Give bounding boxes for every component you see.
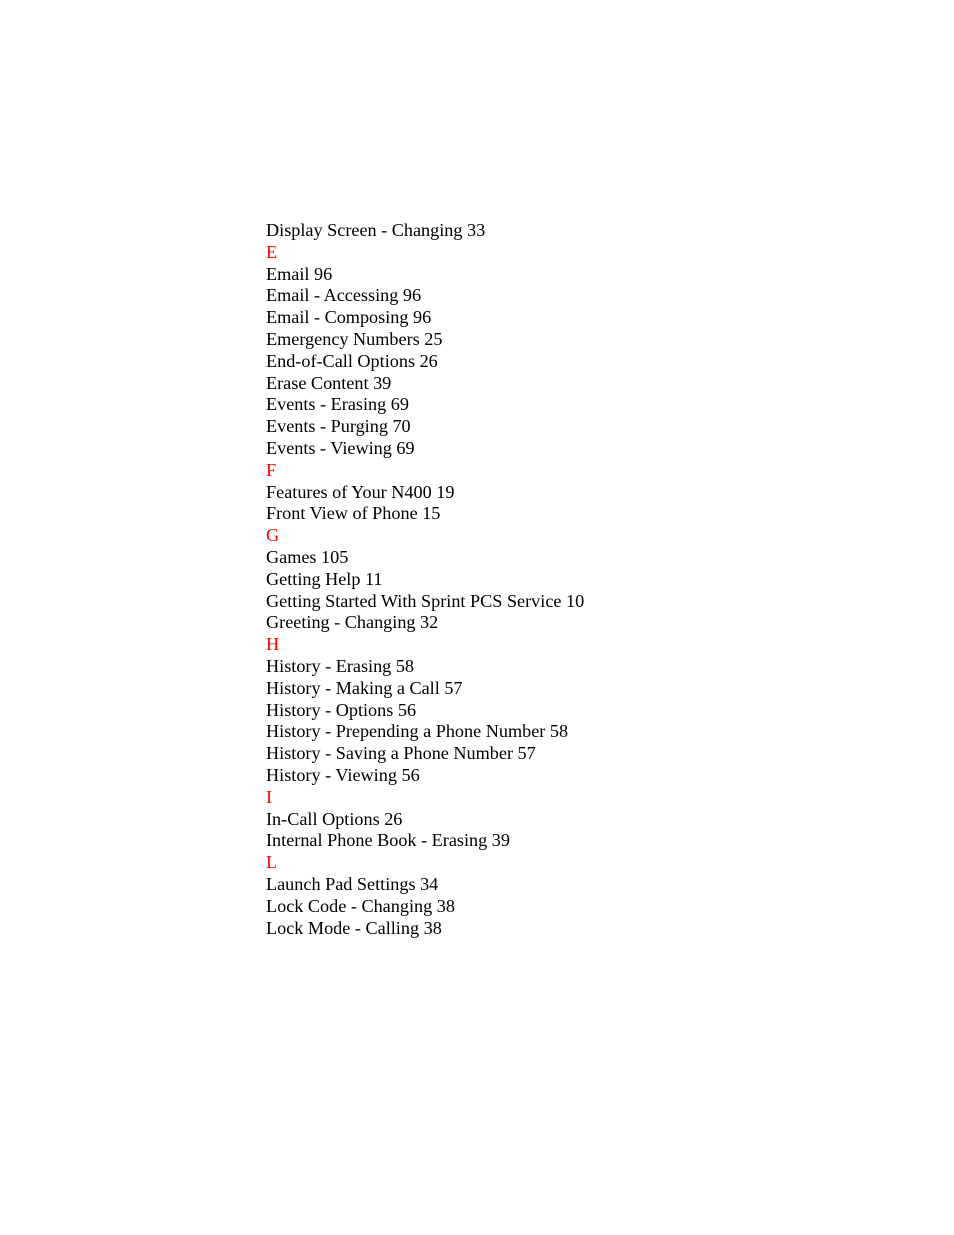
index-entry: Greeting - Changing 32 — [266, 612, 439, 633]
index-entry: Getting Help 11 — [266, 568, 383, 589]
index-entry: Getting Started With Sprint PCS Service 10 — [266, 590, 585, 611]
index-entry: In-Call Options 26 — [266, 808, 403, 829]
index-entry: History - Making a Call 57 — [266, 677, 463, 698]
index-list — [266, 220, 584, 939]
index-letter-heading: I — [266, 786, 273, 807]
index-entry: End-of-Call Options 26 — [266, 350, 438, 371]
index-letter-heading: L — [266, 852, 278, 873]
index-letter-heading: E — [266, 241, 278, 262]
index-entry: Events - Purging 70 — [266, 416, 411, 437]
index-entry: History - Saving a Phone Number 57 — [266, 743, 536, 764]
index-entry: Games 105 — [266, 546, 349, 567]
index-entry: Events - Erasing 69 — [266, 394, 409, 415]
index-entry: Erase Content 39 — [266, 372, 392, 393]
index-entry: Email - Composing 96 — [266, 307, 432, 328]
index-entry: History - Prepending a Phone Number 58 — [266, 721, 569, 742]
index-letter-heading: F — [266, 459, 277, 480]
index-entry: Email 96 — [266, 263, 333, 284]
index-entry: Features of Your N400 19 — [266, 481, 455, 502]
index-entry: Lock Mode - Calling 38 — [266, 917, 442, 938]
index-entry: Front View of Phone 15 — [266, 503, 441, 524]
index-entry: Display Screen - Changing 33 — [266, 220, 486, 240]
index-entry: History - Erasing 58 — [266, 655, 415, 676]
index-entry: Email - Accessing 96 — [266, 285, 422, 306]
index-entry: Lock Code - Changing 38 — [266, 895, 455, 916]
index-letter-heading: G — [266, 525, 280, 546]
index-entry: Launch Pad Settings 34 — [266, 873, 439, 894]
index-letter-heading: H — [266, 634, 280, 655]
index-entry: History - Viewing 56 — [266, 764, 420, 785]
index-entry: Internal Phone Book - Erasing 39 — [266, 830, 510, 851]
index-entry: Events - Viewing 69 — [266, 437, 415, 458]
index-entry: History - Options 56 — [266, 699, 417, 720]
index-entry: Emergency Numbers 25 — [266, 328, 443, 349]
